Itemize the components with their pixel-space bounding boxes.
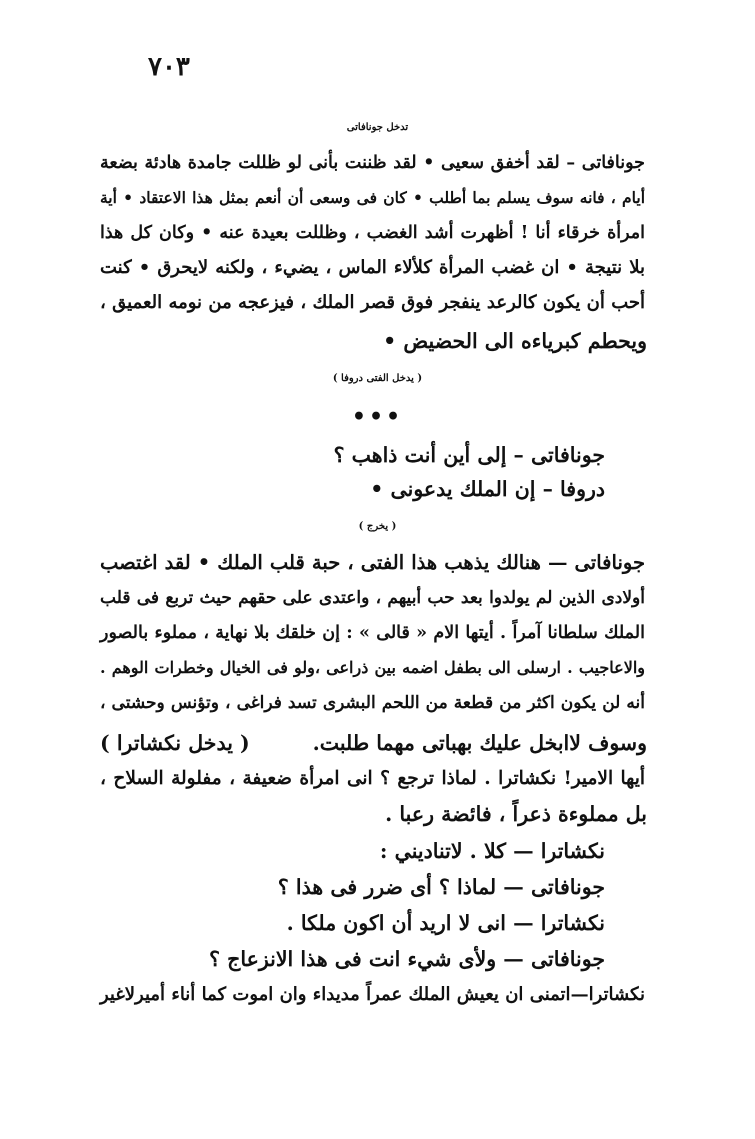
text-line: أحب أن يكون كالرعد ينفجر فوق قصر الملك ، فيزعجه من نومه العميق ، [100,292,645,313]
dialogue-line: نكشاترا — كلا . لاتناديني : [379,839,605,863]
section-separator: ••• [351,404,404,430]
text-line: جونافاتى – لقد أخفق سعيى • لقد ظننت بأنى لو ظللت جامدة هادئة بضعة [100,153,645,173]
text-line: ويحطم كبرياءه الى الحضيض • [383,329,647,353]
text-line: أولادى الذين لم يولدوا بعد حب أبيهم ، واعتدى على حقهم حيث تربع فى قلب [100,588,645,608]
text-line: امرأة خرقاء أنا ! أظهرت أشد الغضب ، وظللت بعيدة عنه • وكان كل هذا [100,223,645,243]
stage-direction-title: تدخل جونافاتى [346,122,409,133]
dialogue-line: جونافاتى — لماذا ؟ أى ضرر فى هذا ؟ [277,875,605,899]
text-line: أنه لن يكون اكثر من قطعة من اللحم البشرى تسد فراغى ، وتؤنس وحشتى ، [100,693,645,713]
stage-direction: ( يخرج ) [358,521,397,532]
text-line: بل مملوءة ذعراً ، فائضة رعبا . [385,802,647,826]
dialogue-line: جونافاتى – إلى أين أنت ذاهب ؟ [333,443,605,467]
dialogue-line: نكشاترا—اتمنى ان يعيش الملك عمراً مديداء وان اموت كما أناء أميرلاغير [100,984,645,1005]
dialogue-line: دروفا – إن الملك يدعونى • [370,477,605,501]
text-line: أيام ، فانه سوف يسلم بما أطلب • كان فى وسعى أن أنعم بمثل هذا الاعتقاد • أية [100,188,645,207]
dialogue-line: نكشاترا — انى لا اريد أن اكون ملكا . [286,911,605,935]
text-line: أيها الامير! نكشاترا . لماذا ترجع ؟ انى امرأة ضعيفة ، مفلولة السلاح ، [100,768,645,789]
text-line: بلا نتيجة • ان غضب المرأة كلألاء الماس ، يضيء ، ولكنه لايحرق • كنت [100,257,645,278]
page-number: ٧٠٣ [148,52,190,82]
text-line: الملك سلطانا آمراً . أيتها الام « قالى » : إن خلقك بلا نهاية ، مملوء بالصور [100,623,645,643]
text-line: جونافاتى — هنالك يذهب هذا الفتى ، حبة قلب الملك • لقد اغتصب [100,551,645,574]
dialogue-line: جونافاتى — ولأى شيء انت فى هذا الانزعاج ؟ [209,947,605,971]
text-line: والاعاجيب . ارسلى الى بطفل اضمه بين ذراعى ،ولو فى الخيال وخطرات الوهم . [100,658,645,677]
text-line: وسوف لاابخل عليك بهباتى مهما طلبت. [312,731,647,755]
stage-direction: ( يدخل نكشاترا ) [100,731,250,755]
stage-direction: ( يدخل الفتى دروفا ) [332,373,423,384]
